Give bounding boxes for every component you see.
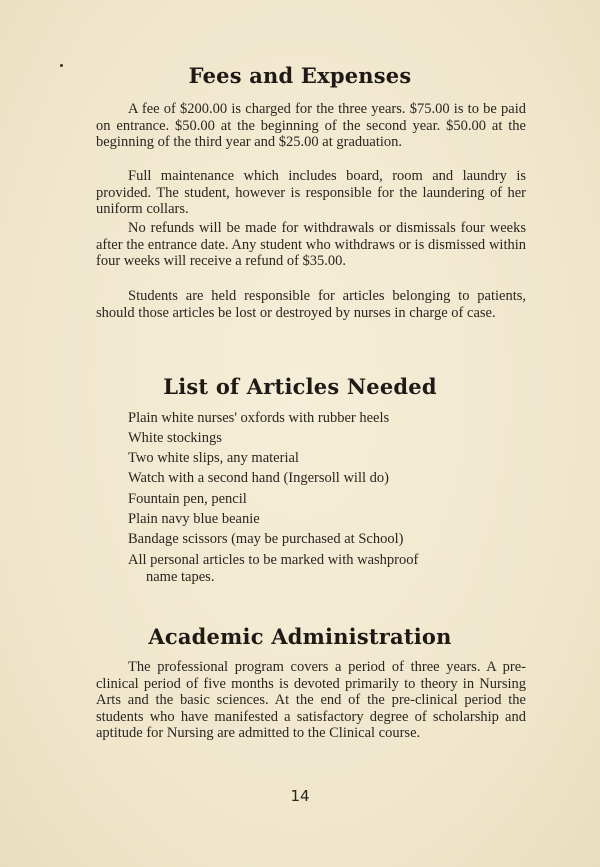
fees-paragraph-4: Students are held responsible for articles belonging to patients, should those articles be lost or destroyed by nurses in charge of case. [96,288,526,321]
article-item: Plain white nurses' oxfords with rubber heels [128,410,390,426]
article-item: Bandage scissors (may be purchased at School) [128,531,404,547]
article-item: Plain navy blue beanie [128,511,260,527]
fees-paragraph-2: Full maintenance which includes board, room and laundry is provided. The student, however is responsible for the laundering of her uniform collars. [96,168,526,217]
article-item: All personal articles to be marked with washproof name tapes. [128,552,419,585]
article-item: Two white slips, any material [128,450,299,466]
page-number: 14 [290,787,310,805]
article-item: Watch with a second hand (Ingersoll will do) [128,470,389,486]
article-item: White stockings [128,430,222,446]
fees-paragraph-3: No refunds will be made for withdrawals or dismissals four weeks after the entrance date. Any student who withdraws or is dismissed within four weeks will receive a refund of $35.00. [96,220,526,269]
fees-paragraph-1: A fee of $200.00 is charged for the three years. $75.00 is to be paid on entrance. $50.00 at the beginning of the second year. $50.00 at the beginning of the third year and $25.00 at graduation. [96,101,526,150]
article-item: Fountain pen, pencil [128,491,247,507]
heading-fees-and-expenses: Fees and Expenses [188,63,412,88]
heading-academic-administration: Academic Administration [148,624,452,649]
academic-paragraph-1: The professional program covers a period of three years. A pre-clinical period of five months is devoted primarily to theory in Nursing Arts and the basic sciences. At the end of the pre-clinical period the students who have manifested a satisfactory degree of scholarship and aptitude for Nursing are admitted to the Clinical course. [96,659,526,741]
heading-list-of-articles: List of Articles Needed [163,374,437,399]
